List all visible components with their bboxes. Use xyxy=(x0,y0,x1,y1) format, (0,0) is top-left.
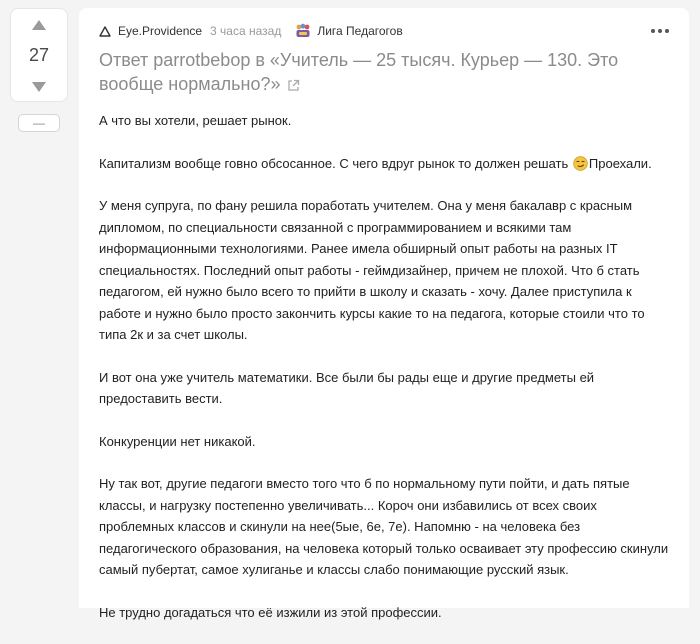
external-link-icon[interactable] xyxy=(287,79,300,92)
paragraph: Не трудно догадаться что её изжили из этой профессии. xyxy=(99,604,442,620)
vote-panel xyxy=(10,8,68,102)
comment-time: 3 часа назад xyxy=(210,24,282,38)
author-name: Eye.Providence xyxy=(118,24,203,38)
paragraph: Конкуренции нет никакой. xyxy=(99,433,256,449)
comment-body xyxy=(99,110,674,644)
paragraph xyxy=(99,153,674,175)
collapse-button[interactable]: — xyxy=(18,114,60,132)
downvote-button[interactable] xyxy=(11,77,67,97)
community-name: Лига Педагогов xyxy=(317,24,403,38)
downvote-arrow-icon xyxy=(32,82,46,92)
author-link[interactable] xyxy=(99,24,202,38)
more-dots-icon[interactable] xyxy=(651,21,669,41)
comment-title-link[interactable] xyxy=(99,48,669,96)
paragraph-text: Капитализм вообще говно обсосанное. С чего вдруг рынок то должен решать xyxy=(99,155,569,171)
paragraph: А что вы хотели, решает рынок. xyxy=(99,113,292,128)
community-link[interactable] xyxy=(295,23,402,39)
paragraph: У меня супруга, по фану решила поработать учителем. Она у меня бакалавр с красным дипломом, по специальности связанной с программированием и всякими там информационными технологиями. Ранее имела обширный опыт работы на разных IT специальностях. Последний опыт работы - геймдизайнер, причем не плохой. Что б стать педагогом, ей нужно было всего то прийти в школу и сказать - хочу. Далее приступила к работе и нужно было просто закончить курсы какие то на педагога, которые стоили что то типа 2к и за счет школы. xyxy=(99,198,645,342)
paragraph: Ну так вот, другие педагоги вместо того что б по нормальному пути пойти, и дать пятые классы, и нагрузку постепенно увеличивать... Короч они избавились от всех своих проблемных классов и скинули на нее(5ые, 6е, 7е). Напомню - на человека без педагогического образования, на человека который только осваивает эту профессию скинули самый пубертат, самое хулиганье и классы слабо понимающие русский язык. xyxy=(99,476,669,577)
vote-count: 27 xyxy=(28,45,50,65)
triangle-logo-icon xyxy=(99,26,111,37)
league-icon xyxy=(295,23,311,39)
smirk-emoji-icon xyxy=(573,156,588,171)
paragraph: И вот она уже учитель математики. Все были бы рады еще и другие предметы ей предоставить вести. xyxy=(99,369,595,406)
upvote-button[interactable] xyxy=(11,15,67,35)
paragraph-text: Проехали. xyxy=(588,155,652,171)
comment-card xyxy=(79,8,689,620)
comment-title: Ответ parrotbebop в «Учитель — 25 тысяч. Курьер — 130. Это вообще нормально?» xyxy=(99,50,619,94)
comment-meta xyxy=(99,21,669,41)
upvote-arrow-icon xyxy=(32,20,46,30)
